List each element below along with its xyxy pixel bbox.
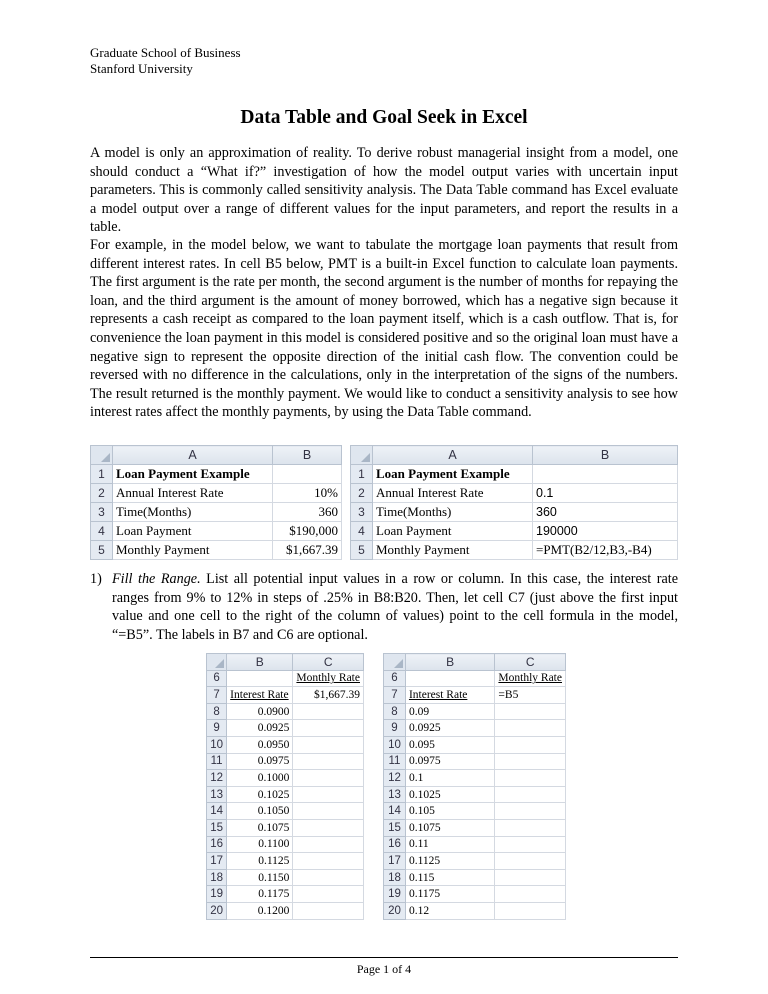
result-cell[interactable] — [495, 902, 566, 919]
interest-value-cell[interactable]: 0.1 — [405, 770, 494, 787]
result-cell[interactable] — [293, 869, 364, 886]
step-number: 1) — [90, 571, 102, 587]
intro-paragraph: A model is only an approximation of reality. To derive robust managerial insight from a model, one should conduct a “What if?” investigation of how the model output varies with uncertain input parameters. This is commonly called sensitivity analysis. The Data Table command has Excel evaluate a model output over a range of different values for the input parameters, and report the results in a table. — [90, 145, 678, 236]
interest-value-cell[interactable]: 0.095 — [405, 736, 494, 753]
row-header[interactable]: 3 — [91, 503, 113, 522]
result-cell[interactable] — [495, 819, 566, 836]
cell-c7[interactable]: $1,667.39 — [293, 687, 364, 704]
result-cell[interactable] — [495, 803, 566, 820]
row-header[interactable]: 2 — [351, 484, 373, 503]
cell-b5[interactable]: =PMT(B2/12,B3,-B4) — [533, 541, 678, 560]
result-cell[interactable] — [495, 786, 566, 803]
cell-c6[interactable]: Monthly Rate — [293, 670, 364, 687]
interest-value-cell[interactable]: 0.12 — [405, 902, 494, 919]
row-header[interactable]: 19 — [384, 886, 406, 903]
row-header[interactable]: 13 — [384, 786, 406, 803]
interest-value-cell[interactable]: 0.1075 — [227, 819, 293, 836]
cell-b1[interactable] — [273, 465, 342, 484]
column-header-b[interactable]: B — [227, 654, 293, 671]
interest-value-cell[interactable]: 0.1025 — [227, 786, 293, 803]
row-header[interactable]: 20 — [384, 902, 406, 919]
column-header-b[interactable]: B — [405, 654, 494, 671]
result-cell[interactable] — [293, 902, 364, 919]
row-header[interactable]: 18 — [207, 869, 227, 886]
row-header[interactable]: 14 — [207, 803, 227, 820]
interest-value-cell[interactable]: 0.1125 — [405, 853, 494, 870]
row-header[interactable]: 10 — [207, 736, 227, 753]
cell-a3[interactable]: Time(Months) — [113, 503, 273, 522]
column-header-c[interactable]: C — [293, 654, 364, 671]
interest-value-cell[interactable]: 0.1075 — [405, 819, 494, 836]
select-all-corner[interactable] — [384, 654, 406, 671]
row-header[interactable]: 8 — [207, 703, 227, 720]
step-description: List all potential input values in a row or column. In this case, the interest rate ranges from 9% to 12% in steps of .25% in B8:B20. Then, let cell C7 (just above the first input value and one cell to the right of the column of values) point to the cell formula in the model, “=B5”. The labels in B7 and C6 are optional. — [112, 571, 679, 643]
cell-b2[interactable]: 0.1 — [533, 484, 678, 503]
step-lead: Fill the Range. — [112, 571, 201, 587]
interest-value-cell[interactable]: 0.11 — [405, 836, 494, 853]
row-header[interactable]: 16 — [207, 836, 227, 853]
row-header[interactable]: 9 — [207, 720, 227, 737]
example-paragraph: For example, in the model below, we want to tabulate the mortgage loan payments that result from different interest rates. In cell B5 below, PMT is a built-in Excel function to calculate loan payments. The first argument is the rate per month, the second argument is the number of months for repaying the loan, and the third argument is the amount of money borrowed, which has a negative sign because it represents a cash receipt as compared to the loan payment itself, which is a cash outflow. That is, for convenience the loan payment in this model is considered positive and so the original loan must have a negative sign to represent the opposite direction of the initial cash flow. The convention could be reversed with no difference in the calculations, only in the interpretation of the signs of the numbers. The result returned is the monthly payment. We would like to conduct a sensitivity analysis to see how interest rates affect the monthly payments, by using the Data Table command. — [90, 237, 678, 421]
row-header[interactable]: 12 — [384, 770, 406, 787]
row-header[interactable]: 1 — [91, 465, 113, 484]
row-header[interactable]: 20 — [207, 902, 227, 919]
row-header[interactable]: 10 — [384, 736, 406, 753]
cell-b6[interactable] — [227, 670, 293, 687]
column-header-a[interactable]: A — [373, 446, 533, 465]
result-cell[interactable] — [495, 886, 566, 903]
result-cell[interactable] — [495, 736, 566, 753]
row-header[interactable]: 14 — [384, 803, 406, 820]
interest-value-cell[interactable]: 0.0900 — [227, 703, 293, 720]
column-header-c[interactable]: C — [495, 654, 566, 671]
step-text — [112, 570, 678, 644]
result-cell[interactable] — [293, 753, 364, 770]
row-header[interactable]: 18 — [384, 869, 406, 886]
document-header — [90, 45, 241, 77]
footer-divider — [90, 957, 678, 958]
row-header[interactable]: 9 — [384, 720, 406, 737]
cell-a5[interactable]: Monthly Payment — [113, 541, 273, 560]
cell-b4[interactable]: $190,000 — [273, 522, 342, 541]
interest-value-cell[interactable]: 0.0975 — [227, 753, 293, 770]
interest-value-cell[interactable]: 0.0925 — [227, 720, 293, 737]
page-number: Page 1 of 4 — [356, 962, 412, 976]
row-header[interactable]: 5 — [351, 541, 373, 560]
cell-a5[interactable]: Monthly Payment — [373, 541, 533, 560]
row-header[interactable]: 11 — [207, 753, 227, 770]
interest-value-cell[interactable]: 0.105 — [405, 803, 494, 820]
row-header[interactable]: 12 — [207, 770, 227, 787]
result-cell[interactable] — [293, 703, 364, 720]
interest-values-sheet — [206, 653, 364, 920]
row-header[interactable]: 5 — [91, 541, 113, 560]
loan-values-sheet — [90, 445, 342, 560]
cell-a3[interactable]: Time(Months) — [373, 503, 533, 522]
interest-value-cell[interactable]: 0.09 — [405, 703, 494, 720]
result-cell[interactable] — [293, 736, 364, 753]
loan-formulas-sheet — [350, 445, 678, 560]
interest-value-cell[interactable]: 0.0925 — [405, 720, 494, 737]
row-header[interactable]: 19 — [207, 886, 227, 903]
result-cell[interactable] — [293, 853, 364, 870]
result-cell[interactable] — [495, 753, 566, 770]
row-header[interactable]: 15 — [207, 819, 227, 836]
interest-value-cell[interactable]: 0.1025 — [405, 786, 494, 803]
row-header[interactable]: 11 — [384, 753, 406, 770]
result-cell[interactable] — [495, 869, 566, 886]
select-all-corner[interactable] — [91, 446, 113, 465]
document-title: Data Table and Goal Seek in Excel — [240, 107, 528, 128]
row-header[interactable]: 7 — [384, 687, 406, 704]
row-header[interactable]: 8 — [384, 703, 406, 720]
row-header[interactable]: 6 — [207, 670, 227, 687]
interest-value-cell[interactable]: 0.1175 — [405, 886, 494, 903]
interest-value-cell[interactable]: 0.1200 — [227, 902, 293, 919]
result-cell[interactable] — [293, 720, 364, 737]
column-header-a[interactable]: A — [113, 446, 273, 465]
interest-formulas-sheet — [383, 653, 566, 920]
row-header[interactable]: 4 — [91, 522, 113, 541]
row-header[interactable]: 17 — [207, 853, 227, 870]
row-header[interactable]: 17 — [384, 853, 406, 870]
cell-b3[interactable]: 360 — [273, 503, 342, 522]
column-header-b[interactable]: B — [533, 446, 678, 465]
cell-b3[interactable]: 360 — [533, 503, 678, 522]
interest-value-cell[interactable]: 0.0950 — [227, 736, 293, 753]
interest-value-cell[interactable]: 0.115 — [405, 869, 494, 886]
result-cell[interactable] — [495, 703, 566, 720]
cell-b7[interactable]: Interest Rate — [227, 687, 293, 704]
result-cell[interactable] — [293, 836, 364, 853]
result-cell[interactable] — [293, 819, 364, 836]
interest-value-cell[interactable]: 0.1000 — [227, 770, 293, 787]
result-cell[interactable] — [495, 836, 566, 853]
result-cell[interactable] — [293, 770, 364, 787]
row-header[interactable]: 2 — [91, 484, 113, 503]
header-school: Graduate School of Business — [90, 45, 241, 60]
cell-a2[interactable]: Annual Interest Rate — [373, 484, 533, 503]
row-header[interactable]: 1 — [351, 465, 373, 484]
cell-b6[interactable] — [405, 670, 494, 687]
row-header[interactable]: 7 — [207, 687, 227, 704]
cell-a4[interactable]: Loan Payment — [113, 522, 273, 541]
row-header[interactable]: 6 — [384, 670, 406, 687]
result-cell[interactable] — [495, 853, 566, 870]
interest-value-cell[interactable]: 0.1100 — [227, 836, 293, 853]
cell-a1[interactable]: Loan Payment Example — [373, 465, 533, 484]
result-cell[interactable] — [293, 803, 364, 820]
cell-a1[interactable]: Loan Payment Example — [113, 465, 273, 484]
interest-value-cell[interactable]: 0.1175 — [227, 886, 293, 903]
interest-value-cell[interactable]: 0.0975 — [405, 753, 494, 770]
result-cell[interactable] — [495, 720, 566, 737]
row-header[interactable]: 4 — [351, 522, 373, 541]
interest-value-cell[interactable]: 0.1125 — [227, 853, 293, 870]
cell-b5[interactable]: $1,667.39 — [273, 541, 342, 560]
cell-b7[interactable]: Interest Rate — [405, 687, 494, 704]
select-all-corner[interactable] — [351, 446, 373, 465]
row-header[interactable]: 16 — [384, 836, 406, 853]
row-header[interactable]: 15 — [384, 819, 406, 836]
cell-a2[interactable]: Annual Interest Rate — [113, 484, 273, 503]
cell-c7[interactable]: =B5 — [495, 687, 566, 704]
cell-a4[interactable]: Loan Payment — [373, 522, 533, 541]
cell-c6[interactable]: Monthly Rate — [495, 670, 566, 687]
cell-b4[interactable]: 190000 — [533, 522, 678, 541]
cell-b2[interactable]: 10% — [273, 484, 342, 503]
interest-value-cell[interactable]: 0.1050 — [227, 803, 293, 820]
header-university: Stanford University — [90, 61, 193, 76]
row-header[interactable]: 3 — [351, 503, 373, 522]
result-cell[interactable] — [293, 786, 364, 803]
result-cell[interactable] — [293, 886, 364, 903]
select-all-corner[interactable] — [207, 654, 227, 671]
interest-value-cell[interactable]: 0.1150 — [227, 869, 293, 886]
cell-b1[interactable] — [533, 465, 678, 484]
row-header[interactable]: 13 — [207, 786, 227, 803]
column-header-b[interactable]: B — [273, 446, 342, 465]
result-cell[interactable] — [495, 770, 566, 787]
